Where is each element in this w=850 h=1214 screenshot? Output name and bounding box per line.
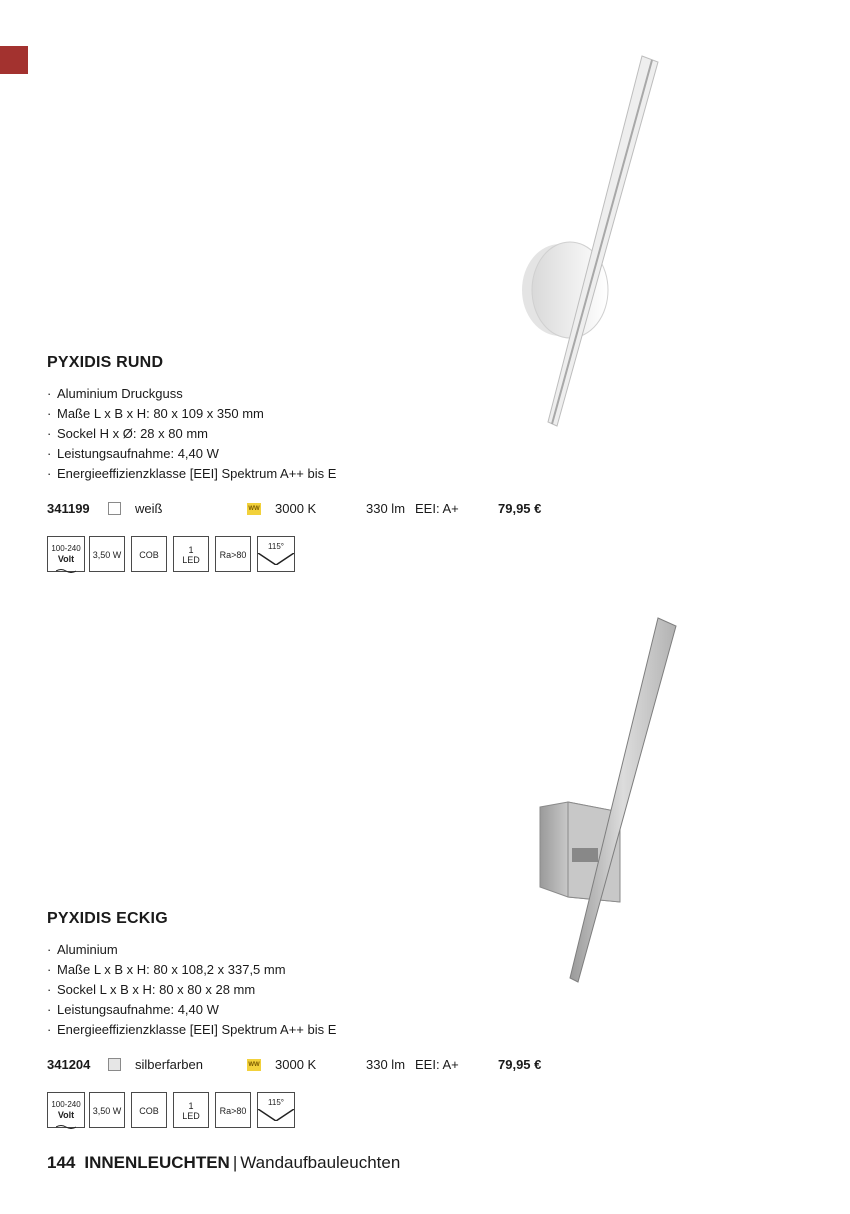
- feature-icons: [47, 1092, 607, 1130]
- bullet-icon: ·: [47, 406, 52, 421]
- feature-icons: [47, 536, 607, 574]
- lumen-value: 330 lm: [366, 1057, 406, 1072]
- spec-item: · Maße L x B x H: 80 x 109 x 350 mm: [47, 404, 607, 424]
- spec-item: · Sockel L x B x H: 80 x 80 x 28 mm: [47, 980, 607, 1000]
- product-title: PYXIDIS ECKIG: [47, 910, 168, 927]
- cob-icon: COB: [131, 1092, 167, 1128]
- bullet-icon: ·: [47, 466, 52, 481]
- spec-item: · Energieeffizienzklasse [EEI] Spektrum A++ bis E: [47, 464, 607, 484]
- bullet-icon: ·: [47, 1022, 52, 1037]
- spec-item: · Leistungsaufnahme: 4,40 W: [47, 444, 607, 464]
- spec-item: · Leistungsaufnahme: 4,40 W: [47, 1000, 607, 1020]
- bullet-icon: ·: [47, 942, 52, 957]
- bullet-icon: ·: [47, 446, 52, 461]
- subcategory-title: Wandaufbauleuchten: [240, 1153, 401, 1172]
- page-number: 144: [47, 1153, 76, 1172]
- category-title: INNENLEUCHTEN: [84, 1153, 230, 1172]
- spec-item: · Aluminium Druckguss: [47, 384, 607, 404]
- warm-white-icon: WW: [247, 503, 261, 515]
- footer-separator: |: [232, 1153, 238, 1172]
- voltage-icon: 100-240 Volt: [47, 536, 85, 572]
- bullet-icon: ·: [47, 1002, 52, 1017]
- led-icon: 1 LED: [173, 1092, 209, 1128]
- beam-angle-icon: 115°: [257, 536, 295, 572]
- warm-white-icon: WW: [247, 1059, 261, 1071]
- bullet-icon: ·: [47, 982, 52, 997]
- section-color-tab: [0, 46, 28, 74]
- color-rendering-icon: Ra>80: [215, 536, 251, 572]
- spec-item: · Energieeffizienzklasse [EEI] Spektrum A++ bis E: [47, 1020, 607, 1040]
- color-swatch: [108, 1058, 121, 1071]
- price: 79,95 €: [498, 501, 542, 516]
- product-pyxidis-eckig: [47, 909, 607, 1130]
- color-temperature: 3000 K: [275, 501, 317, 516]
- spec-item: · Sockel H x Ø: 28 x 80 mm: [47, 424, 607, 444]
- beam-angle-icon: 115°: [257, 1092, 295, 1128]
- lumen-value: 330 lm: [366, 501, 406, 516]
- wattage-icon: 3,50 W: [89, 1092, 125, 1128]
- color-name: weiß: [135, 501, 163, 516]
- bullet-icon: ·: [47, 962, 52, 977]
- bullet-icon: ·: [47, 426, 52, 441]
- product-title: PYXIDIS RUND: [47, 354, 164, 371]
- spec-list: [47, 940, 607, 1040]
- color-swatch: [108, 502, 121, 515]
- cob-icon: COB: [131, 536, 167, 572]
- voltage-icon: 100-240 Volt: [47, 1092, 85, 1128]
- energy-class: EEI: A+: [415, 501, 459, 516]
- page-footer: [47, 1152, 400, 1174]
- order-row: [47, 1055, 607, 1075]
- spec-item: · Aluminium: [47, 940, 607, 960]
- spec-list: [47, 384, 607, 484]
- article-number: 341204: [47, 1057, 91, 1072]
- article-number: 341199: [47, 501, 90, 516]
- color-name: silberfarben: [135, 1057, 203, 1072]
- price: 79,95 €: [498, 1057, 542, 1072]
- color-rendering-icon: Ra>80: [215, 1092, 251, 1128]
- bullet-icon: ·: [47, 386, 52, 401]
- spec-item: · Maße L x B x H: 80 x 108,2 x 337,5 mm: [47, 960, 607, 980]
- led-icon: 1 LED: [173, 536, 209, 572]
- color-temperature: 3000 K: [275, 1057, 317, 1072]
- energy-class: EEI: A+: [415, 1057, 459, 1072]
- order-row: [47, 499, 607, 519]
- product-pyxidis-rund: [47, 353, 607, 574]
- wattage-icon: 3,50 W: [89, 536, 125, 572]
